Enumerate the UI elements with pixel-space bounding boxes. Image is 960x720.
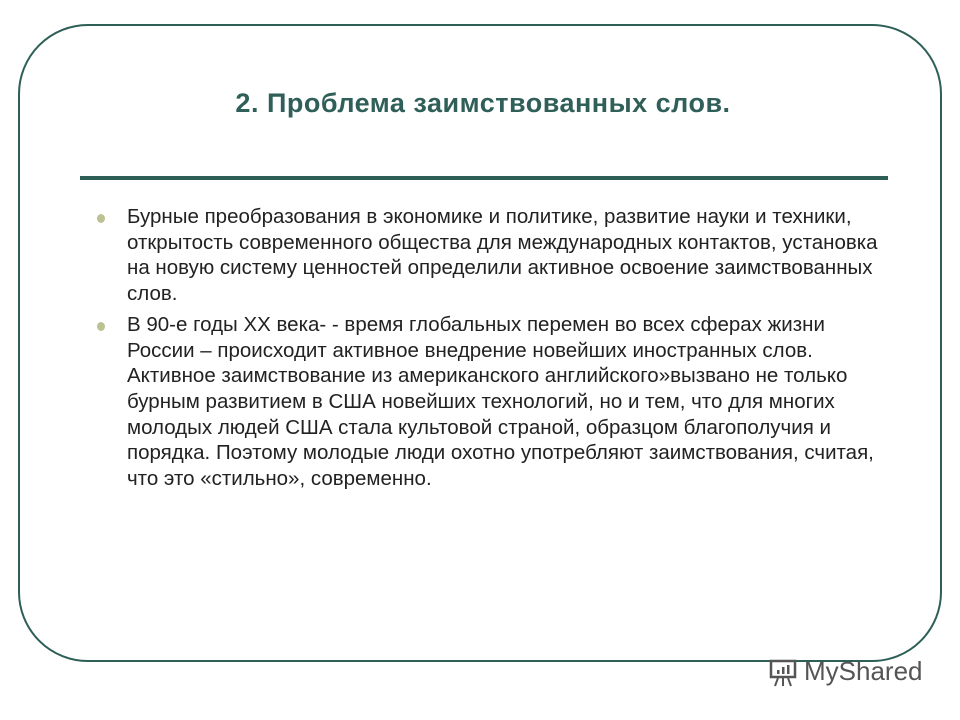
presentation-board-icon (768, 657, 798, 687)
watermark-text: MyShared (804, 656, 923, 686)
bullet-list (97, 204, 887, 497)
bullet-icon (97, 214, 105, 223)
bullet-text: В 90-е годы XX века- - время глобальных перемен во всех сферах жизни России – происходит активное внедрение новейших иностранных слов. Активное заимствование из американского английского»вызвано не только бурным развитием в США новейших технологий, но и тем, что для многих молодых людей США стала культовой страной, образцом благополучия и порядка. Поэтому молодые люди охотно употребляют заимствования, считая, что это «стильно», современно. (127, 312, 874, 491)
title-divider (80, 176, 888, 180)
watermark (768, 656, 923, 687)
bullet-item (97, 312, 887, 492)
slide-title: 2. Проблема заимствованных слов. (235, 88, 731, 118)
bullet-text: Бурные преобразования в экономике и политике, развитие науки и техники, открытость современного общества для международных контактов, установка на новую систему ценностей определили активное освоение заимствованных слов. (127, 205, 878, 306)
bullet-item (97, 204, 887, 307)
bullet-icon (97, 322, 105, 331)
